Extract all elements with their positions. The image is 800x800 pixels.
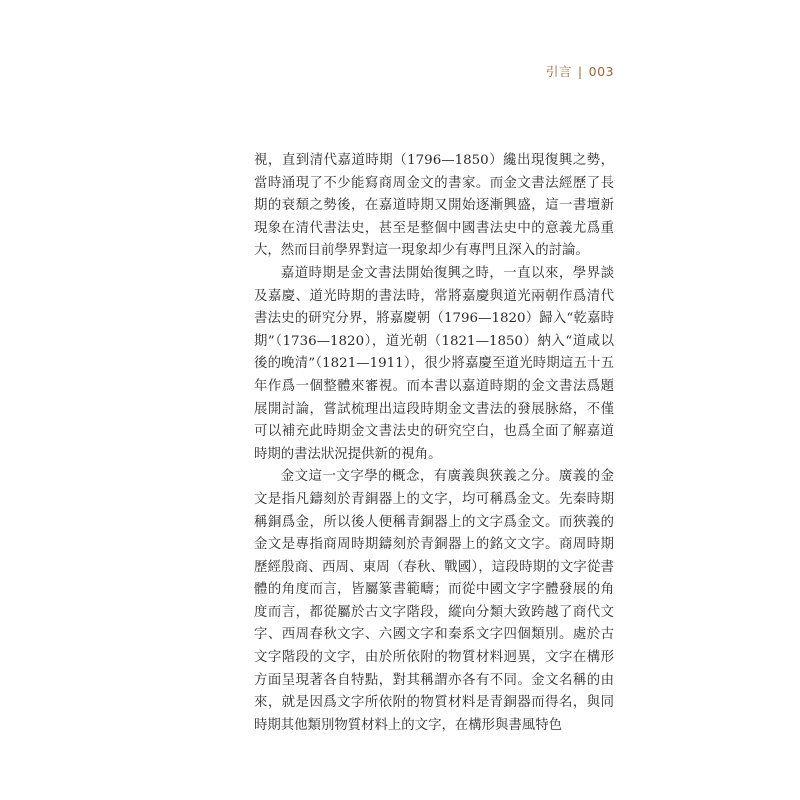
paragraph-continued: 視，直到清代嘉道時期（1796—1850）纔出現復興之勢，當時涌現了不少能寫商周金文的書家。而金文書法經歷了長期的衰頹之勢後，在嘉道時期又開始逐漸興盛，這一書壇新現象在清代書法史，甚至是整個中國書法史中的意義尤爲重大，然而目前學界對這一現象却少有專門且深入的討論。 (254, 153, 614, 259)
body-text (254, 150, 614, 737)
page-number: 003 (588, 63, 614, 79)
chapter-title: 引言 (545, 64, 572, 79)
paragraph: 金文這一文字學的概念，有廣義與狹義之分。廣義的金文是指凡鑄刻於青銅器上的文字，均可稱爲金文。先秦時期稱銅爲金，所以後人便稱青銅器上的文字爲金文。而狹義的金文是專指商周時期鑄刻於青銅器上的銘文文字。商周時期歷經殷商、西周、東周（春秋、戰國），這段時期的文字從書體的角度而言，皆屬篆書範疇；而從中國文字字體發展的角度而言，都從屬於古文字階段，縱向分類大致跨越了商代文字、西周春秋文字、六國文字和秦系文字四個類別。處於古文字階段的文字，由於所依附的物質材料迥異，文字在構形方面呈現著各自特點，對其稱謂亦各有不同。金文名稱的由來，就是因爲文字所依附的物質材料是青銅器而得名，與同時期其他類別物質材料上的文字，在構形與書風特色 (254, 469, 614, 733)
running-header (546, 62, 614, 80)
header-separator: | (577, 63, 583, 79)
paragraph: 嘉道時期是金文書法開始復興之時，一直以來，學界談及嘉慶、道光時期的書法時，常將嘉慶與道光兩朝作爲清代書法史的研究分界，將嘉慶朝（1796—1820）歸入“乾嘉時期”（1736—1820），道光朝（1821—1850）納入“道咸以後的晚清”（1821—1911），很少將嘉慶至道光時期這五十五年作爲一個整體來審視。而本書以嘉道時期的金文書法爲題展開討論，嘗試梳理出這段時期金文書法的發展脉絡，不僅可以補充此時期金文書法史的研究空白，也爲全面了解嘉道時期的書法狀況提供新的視角。 (254, 265, 614, 462)
